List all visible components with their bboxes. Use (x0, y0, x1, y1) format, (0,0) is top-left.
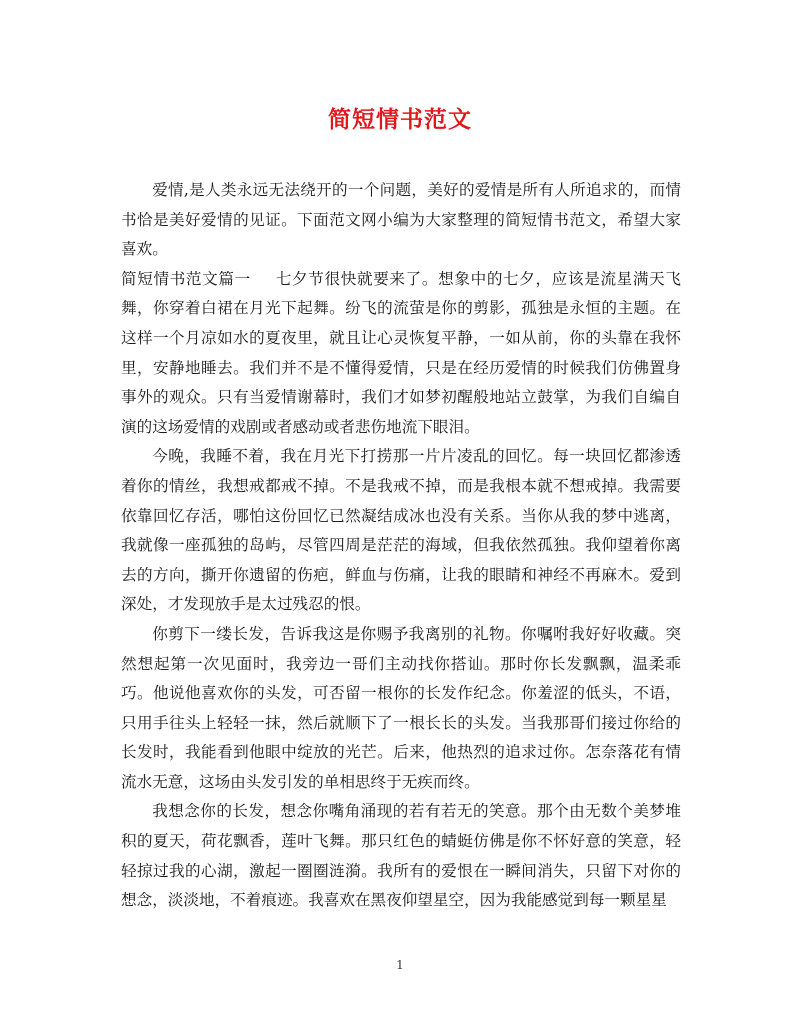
document-body (121, 176, 681, 916)
section-one-text: 七夕节很快就要来了。想象中的七夕，应该是流星满天飞舞，你穿着白裙在月光下起舞。纷飞的流萤是你的剪影，孤独是永恒的主题。在这样一个月凉如水的夏夜里，就且让心灵恢复平静，一如从前，你的头靠在我怀里，安静地睡去。我们并不是不懂得爱情，只是在经历爱情的时候我们仿佛置身事外的观众。只有当爱情谢幕时，我们才如梦初醒般地站立鼓掌，为我们自编自演的这场爱情的戏剧或者感动或者悲伤地流下眼泪。 (121, 269, 681, 436)
intro-paragraph: 爱情,是人类永远无法绕开的一个问题，美好的爱情是所有人所追求的，而情书恰是美好爱情的见证。下面范文网小编为大家整理的简短情书范文，希望大家喜欢。 (121, 181, 681, 259)
body-paragraph: 你剪下一缕长发，告诉我这是你赐予我离别的礼物。你嘱咐我好好收藏。突然想起第一次见面时，我旁边一哥们主动找你搭讪。那时你长发飘飘，温柔乖巧。他说他喜欢你的头发，可否留一根你的长发作纪念。你羞涩的低头，不语，只用手往头上轻轻一抹，然后就顺下了一根长长的头发。当我那哥们接过你给的长发时，我能看到他眼中绽放的光芒。后来，他热烈的追求过你。怎奈落花有情流水无意，这场由头发引发的单相思终于无疾而终。 (121, 624, 681, 791)
page-number: 1 (396, 958, 404, 972)
page-title: 简短情书范文 (328, 106, 472, 133)
body-paragraph: 我想念你的长发，想念你嘴角涌现的若有若无的笑意。那个由无数个美梦堆积的夏天，荷花飘香，莲叶飞舞。那只红色的蜻蜓仿佛是你不怀好意的笑意，轻轻掠过我的心湖，激起一圈圈涟漪。我所有的爱恨在一瞬间消失，只留下对你的想念，淡淡地，不着痕迹。我喜欢在黑夜仰望星空，因为我能感觉到每一颗星星 (121, 802, 681, 910)
section-heading: 简短情书范文篇一 (121, 269, 251, 288)
body-paragraph: 今晚，我睡不着，我在月光下打捞那一片片凌乱的回忆。每一块回忆都渗透着你的情丝，我想戒都戒不掉。不是我戒不掉，而是我根本就不想戒掉。我需要依靠回忆存活，哪怕这份回忆已然凝结成冰也没有关系。当你从我的梦中逃离，我就像一座孤独的岛屿，尽管四周是茫茫的海域，但我依然孤独。我仰望着你离去的方向，撕开你遗留的伤疤，鲜血与伤痛，让我的眼睛和神经不再麻木。爱到深处，才发现放手是太过残忍的恨。 (121, 447, 681, 614)
section-one-paragraph (121, 265, 681, 443)
